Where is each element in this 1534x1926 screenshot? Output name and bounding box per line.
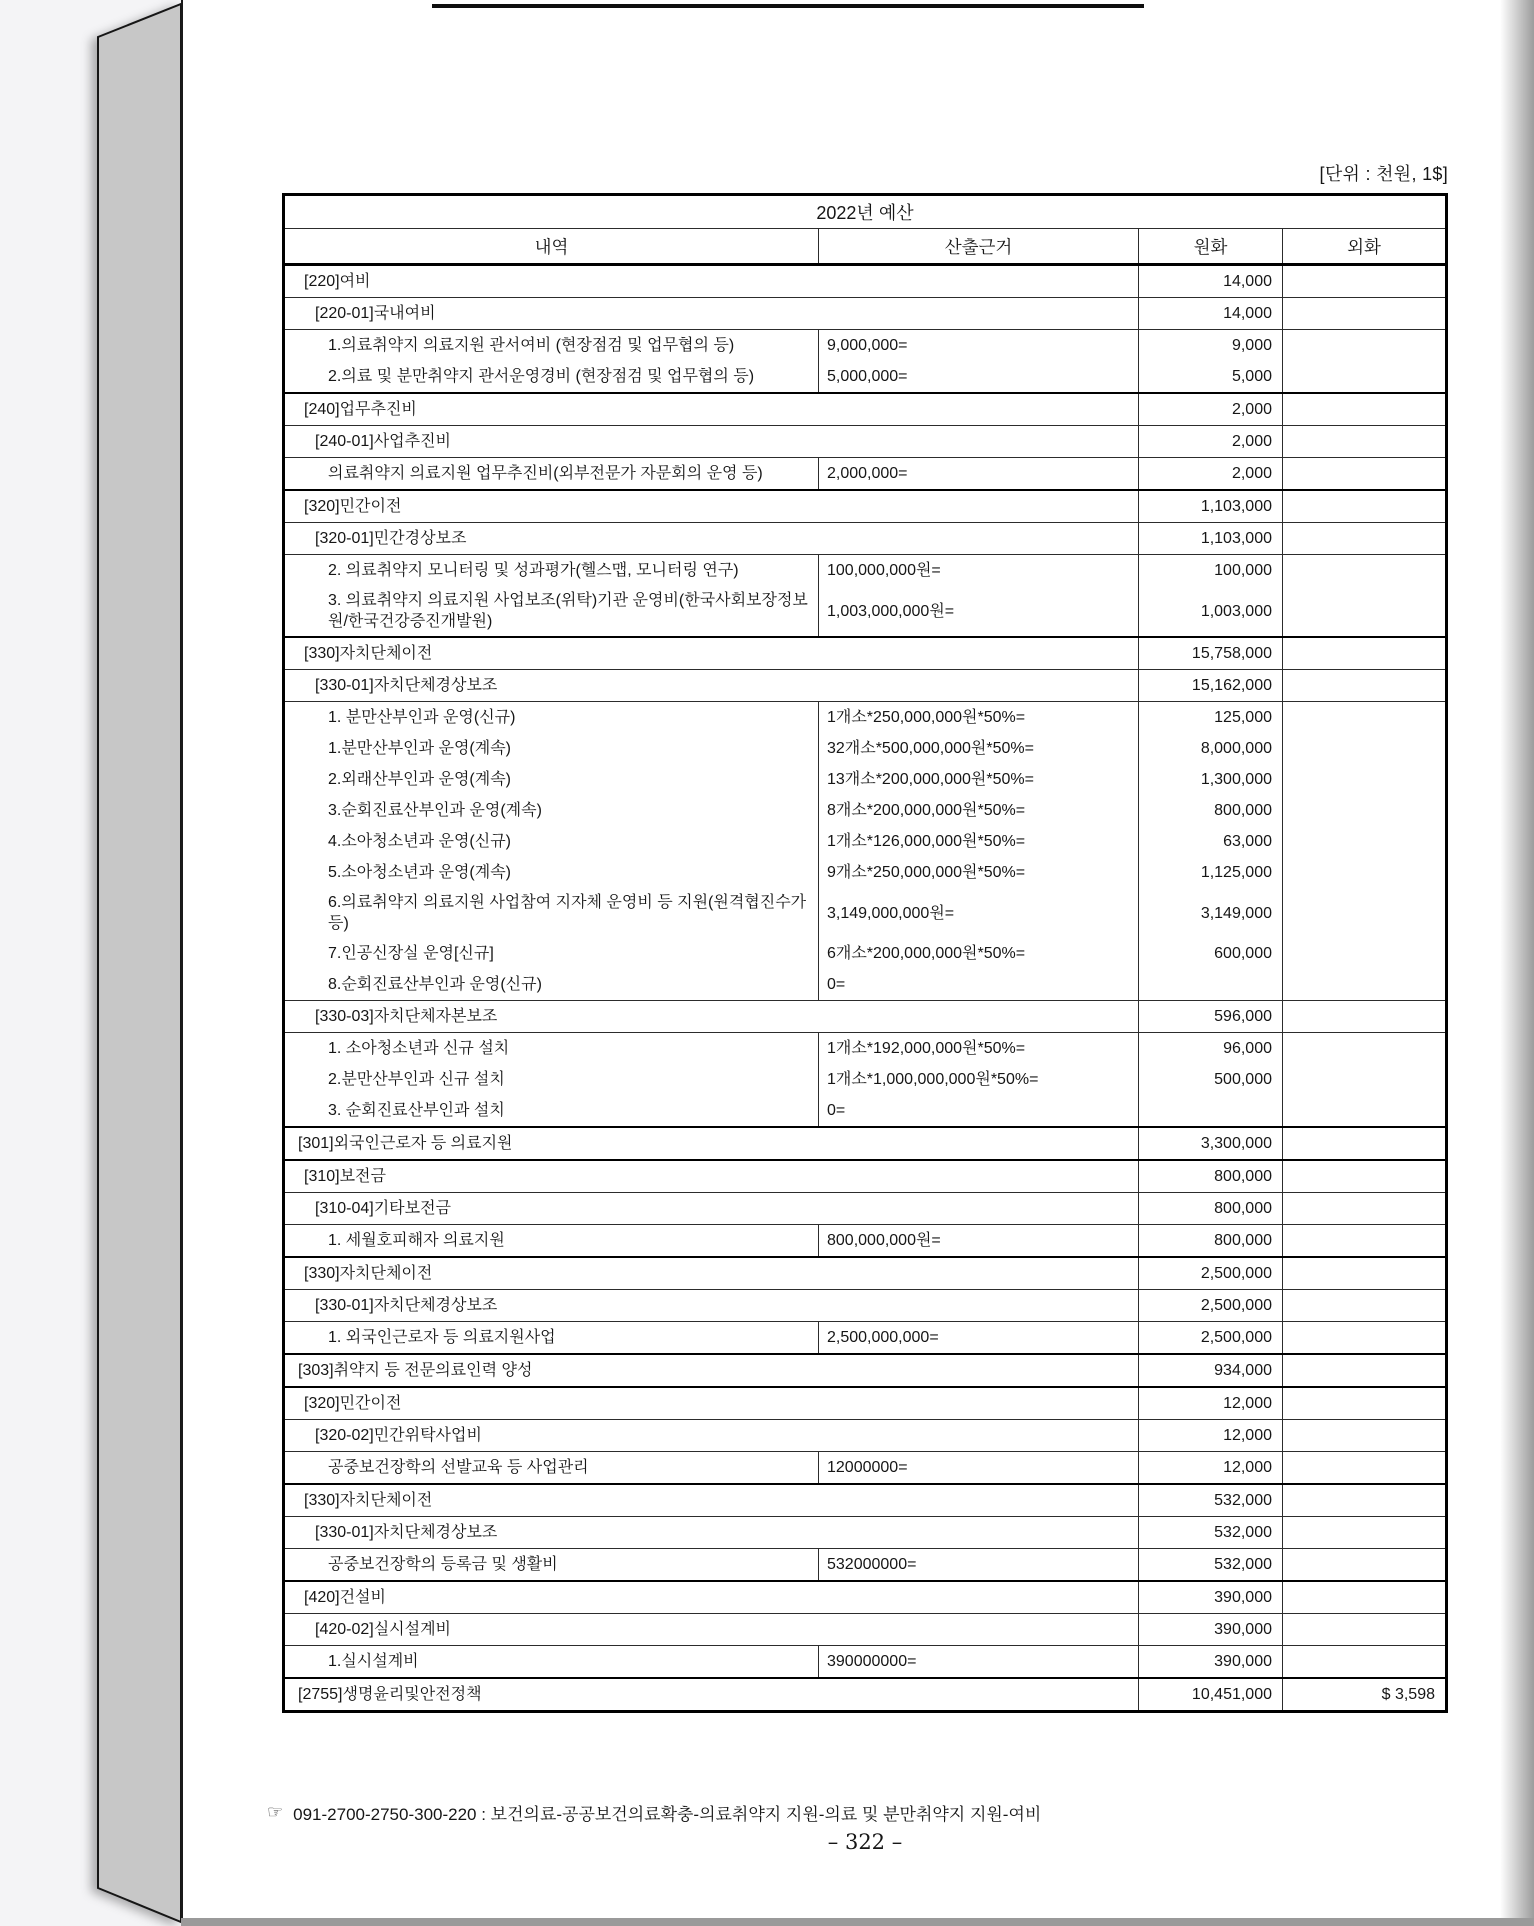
footnote-text: 091-2700-2750-300-220 : 보건의료-공공보건의료확충-의료취약지 지원-의료 및 분만취약지 지원-여비 bbox=[293, 1805, 1042, 1824]
row-won-amount: 15,758,000 bbox=[1138, 638, 1282, 669]
item-label: 공중보건장학의 등록금 및 생활비 bbox=[328, 1556, 558, 1573]
row-fx-amount bbox=[1282, 1420, 1445, 1451]
row-won-amount: 390,000 bbox=[1138, 1614, 1282, 1645]
row-fx-amount bbox=[1282, 1258, 1445, 1289]
document-page bbox=[181, 0, 1534, 1922]
column-header: 원화 bbox=[1138, 229, 1282, 263]
summary-row bbox=[285, 425, 1445, 457]
item-calc: 12000000= bbox=[818, 1452, 1138, 1483]
item-won-amount: 8,000,000 bbox=[1138, 733, 1282, 764]
row-fx-amount bbox=[1282, 491, 1445, 522]
item-fx-amount bbox=[1282, 1549, 1445, 1580]
row-fx-amount bbox=[1282, 394, 1445, 425]
item-won-amount: 800,000 bbox=[1138, 795, 1282, 826]
item-label: 2. 의료취약지 모니터링 및 성과평가(헬스맵, 모니터링 연구) bbox=[328, 562, 739, 579]
row-won-amount: 3,300,000 bbox=[1138, 1128, 1282, 1159]
item-calc: 8개소*200,000,000원*50%= bbox=[818, 795, 1138, 826]
item-won-amount: 1,125,000 bbox=[1138, 857, 1282, 888]
row-fx-amount bbox=[1282, 670, 1445, 701]
summary-row bbox=[285, 1159, 1445, 1192]
item-label: 7.인공신장실 운영[신규] bbox=[328, 945, 494, 962]
item-fx-amount bbox=[1282, 1095, 1445, 1126]
row-label: [420-02]실시설계비 bbox=[315, 1621, 451, 1638]
row-label: [330]자치단체이전 bbox=[304, 1492, 433, 1509]
row-label: [330]자치단체이전 bbox=[304, 645, 433, 662]
row-won-amount: 2,000 bbox=[1138, 426, 1282, 457]
detail-block bbox=[285, 1645, 1445, 1677]
item-calc: 1개소*192,000,000원*50%= bbox=[818, 1033, 1138, 1064]
row-won-amount: 15,162,000 bbox=[1138, 670, 1282, 701]
item-calc: 9,000,000= bbox=[818, 330, 1138, 361]
item-label: 8.순회진료산부인과 운영(신규) bbox=[328, 976, 542, 993]
item-label: 1.실시설계비 bbox=[328, 1653, 419, 1670]
item-fx-amount bbox=[1282, 458, 1445, 489]
item-calc: 800,000,000원= bbox=[818, 1225, 1138, 1256]
item-won-amount bbox=[1138, 969, 1282, 1000]
row-won-amount: 2,000 bbox=[1138, 394, 1282, 425]
item-fx-amount bbox=[1282, 857, 1445, 888]
summary-row bbox=[285, 1000, 1445, 1032]
item-won-amount: 1,003,000 bbox=[1138, 586, 1282, 636]
row-fx-amount bbox=[1282, 1161, 1445, 1192]
row-label: [420]건설비 bbox=[304, 1589, 386, 1606]
row-won-amount: 12,000 bbox=[1138, 1388, 1282, 1419]
row-won-amount: 12,000 bbox=[1138, 1420, 1282, 1451]
detail-block bbox=[285, 554, 1445, 636]
summary-row bbox=[285, 1419, 1445, 1451]
item-won-amount: 390,000 bbox=[1138, 1646, 1282, 1677]
summary-row bbox=[285, 392, 1445, 425]
row-label: [320-02]민간위탁사업비 bbox=[315, 1427, 482, 1444]
item-calc: 9개소*250,000,000원*50%= bbox=[818, 857, 1138, 888]
row-fx-amount bbox=[1282, 1614, 1445, 1645]
item-label: 5.소아청소년과 운영(계속) bbox=[328, 864, 512, 881]
row-won-amount: 934,000 bbox=[1138, 1355, 1282, 1386]
detail-block bbox=[285, 1224, 1445, 1256]
row-label: [310]보전금 bbox=[304, 1168, 386, 1185]
item-calc: 1개소*1,000,000,000원*50%= bbox=[818, 1064, 1138, 1095]
item-calc: 3,149,000,000원= bbox=[818, 888, 1138, 938]
item-label: 1.분만산부인과 운영(계속) bbox=[328, 740, 512, 757]
item-won-amount: 96,000 bbox=[1138, 1033, 1282, 1064]
row-fx-amount bbox=[1282, 638, 1445, 669]
item-won-amount: 500,000 bbox=[1138, 1064, 1282, 1095]
summary-row bbox=[285, 669, 1445, 701]
row-won-amount: 14,000 bbox=[1138, 266, 1282, 297]
item-won-amount: 9,000 bbox=[1138, 330, 1282, 361]
summary-row bbox=[285, 1386, 1445, 1419]
row-label: [330-03]자치단체자본보조 bbox=[315, 1008, 498, 1025]
item-calc: 32개소*500,000,000원*50%= bbox=[818, 733, 1138, 764]
summary-row bbox=[285, 1483, 1445, 1516]
item-won-amount: 532,000 bbox=[1138, 1549, 1282, 1580]
item-label: 1. 세월호피해자 의료지원 bbox=[328, 1232, 505, 1249]
item-fx-amount bbox=[1282, 1225, 1445, 1256]
item-calc: 100,000,000원= bbox=[818, 555, 1138, 586]
item-label: 3. 순회진료산부인과 설치 bbox=[328, 1102, 505, 1119]
item-label: 1. 분만산부인과 운영(신규) bbox=[328, 709, 516, 726]
item-calc: 390000000= bbox=[818, 1646, 1138, 1677]
item-calc: 2,000,000= bbox=[818, 458, 1138, 489]
summary-row bbox=[285, 489, 1445, 522]
item-fx-amount bbox=[1282, 1033, 1445, 1064]
row-fx-amount bbox=[1282, 1517, 1445, 1548]
row-label: [320]민간이전 bbox=[304, 498, 402, 515]
item-won-amount: 5,000 bbox=[1138, 361, 1282, 392]
item-label: 3. 의료취약지 의료지원 사업보조(위탁)기관 운영비(한국사회보장정보원/한국건강증진개발원) bbox=[328, 592, 808, 630]
item-won-amount: 63,000 bbox=[1138, 826, 1282, 857]
row-fx-amount bbox=[1282, 1582, 1445, 1613]
item-label: 2.의료 및 분만취약지 관서운영경비 (현장점검 및 업무협의 등) bbox=[328, 368, 755, 385]
item-fx-amount bbox=[1282, 795, 1445, 826]
row-label: [240-01]사업추진비 bbox=[315, 433, 451, 450]
item-calc: 13개소*200,000,000원*50%= bbox=[818, 764, 1138, 795]
row-won-amount: 2,500,000 bbox=[1138, 1290, 1282, 1321]
item-label: 공중보건장학의 선발교육 등 사업관리 bbox=[328, 1459, 589, 1476]
item-won-amount: 12,000 bbox=[1138, 1452, 1282, 1483]
item-fx-amount bbox=[1282, 1452, 1445, 1483]
detail-block bbox=[285, 1548, 1445, 1580]
item-calc: 6개소*200,000,000원*50%= bbox=[818, 938, 1138, 969]
item-fx-amount bbox=[1282, 764, 1445, 795]
item-calc: 532000000= bbox=[818, 1549, 1138, 1580]
row-won-amount: 800,000 bbox=[1138, 1193, 1282, 1224]
row-label: [330-01]자치단체경상보조 bbox=[315, 1297, 498, 1314]
row-label: [330]자치단체이전 bbox=[304, 1265, 433, 1282]
summary-row bbox=[285, 1516, 1445, 1548]
column-header: 외화 bbox=[1282, 229, 1445, 263]
summary-row bbox=[285, 522, 1445, 554]
item-fx-amount bbox=[1282, 1322, 1445, 1353]
item-won-amount: 2,500,000 bbox=[1138, 1322, 1282, 1353]
row-won-amount: 390,000 bbox=[1138, 1582, 1282, 1613]
row-won-amount: 10,451,000 bbox=[1138, 1679, 1282, 1710]
item-won-amount: 125,000 bbox=[1138, 702, 1282, 733]
row-label: [240]업무추진비 bbox=[304, 401, 417, 418]
page-number: – 322 – bbox=[827, 1830, 903, 1854]
row-label: [2755]생명윤리및안전정책 bbox=[298, 1686, 482, 1703]
detail-block bbox=[285, 457, 1445, 489]
item-won-amount: 2,000 bbox=[1138, 458, 1282, 489]
summary-row bbox=[285, 297, 1445, 329]
item-fx-amount bbox=[1282, 733, 1445, 764]
row-fx-amount bbox=[1282, 266, 1445, 297]
row-fx-amount bbox=[1282, 1193, 1445, 1224]
detail-block bbox=[285, 701, 1445, 1000]
item-fx-amount bbox=[1282, 888, 1445, 938]
row-label: [320]민간이전 bbox=[304, 1395, 402, 1412]
item-calc: 0= bbox=[818, 969, 1138, 1000]
item-label: 2.분만산부인과 신규 설치 bbox=[328, 1071, 505, 1088]
summary-row bbox=[285, 1289, 1445, 1321]
item-fx-amount bbox=[1282, 702, 1445, 733]
row-won-amount: 532,000 bbox=[1138, 1517, 1282, 1548]
row-won-amount: 1,103,000 bbox=[1138, 523, 1282, 554]
detail-block bbox=[285, 1032, 1445, 1126]
row-fx-amount bbox=[1282, 1388, 1445, 1419]
summary-row bbox=[285, 1580, 1445, 1613]
table-title: 2022년 예산 bbox=[285, 196, 1445, 229]
item-calc: 5,000,000= bbox=[818, 361, 1138, 392]
row-won-amount: 2,500,000 bbox=[1138, 1258, 1282, 1289]
row-won-amount: 1,103,000 bbox=[1138, 491, 1282, 522]
row-won-amount: 532,000 bbox=[1138, 1485, 1282, 1516]
table-body bbox=[285, 266, 1445, 1710]
column-header: 산출근거 bbox=[818, 229, 1138, 263]
row-fx-amount bbox=[1282, 1128, 1445, 1159]
footnote bbox=[267, 1800, 1041, 1825]
item-won-amount: 100,000 bbox=[1138, 555, 1282, 586]
item-calc: 1개소*126,000,000원*50%= bbox=[818, 826, 1138, 857]
row-won-amount: 800,000 bbox=[1138, 1161, 1282, 1192]
item-label: 1.의료취약지 의료지원 관서여비 (현장점검 및 업무협의 등) bbox=[328, 337, 735, 354]
right-edge-shade bbox=[1500, 0, 1534, 1926]
row-won-amount: 14,000 bbox=[1138, 298, 1282, 329]
row-label: [330-01]자치단체경상보조 bbox=[315, 1524, 498, 1541]
item-label: 4.소아청소년과 운영(신규) bbox=[328, 833, 512, 850]
item-won-amount bbox=[1138, 1095, 1282, 1126]
budget-table bbox=[282, 193, 1448, 1713]
row-label: [220-01]국내여비 bbox=[315, 305, 436, 322]
item-label: 2.외래산부인과 운영(계속) bbox=[328, 771, 512, 788]
item-won-amount: 600,000 bbox=[1138, 938, 1282, 969]
row-fx-amount bbox=[1282, 1485, 1445, 1516]
item-fx-amount bbox=[1282, 938, 1445, 969]
summary-row bbox=[285, 1677, 1445, 1710]
row-fx-amount bbox=[1282, 523, 1445, 554]
detail-block bbox=[285, 1451, 1445, 1483]
summary-row bbox=[285, 1353, 1445, 1386]
row-label: [310-04]기타보전금 bbox=[315, 1200, 451, 1217]
item-fx-amount bbox=[1282, 361, 1445, 392]
item-calc: 1개소*250,000,000원*50%= bbox=[818, 702, 1138, 733]
item-label: 1. 외국인근로자 등 의료지원사업 bbox=[328, 1329, 556, 1346]
row-fx-amount bbox=[1282, 1001, 1445, 1032]
row-fx-amount bbox=[1282, 426, 1445, 457]
item-won-amount: 800,000 bbox=[1138, 1225, 1282, 1256]
item-fx-amount bbox=[1282, 1646, 1445, 1677]
summary-row bbox=[285, 636, 1445, 669]
row-label: [320-01]민간경상보조 bbox=[315, 530, 467, 547]
summary-row bbox=[285, 266, 1445, 297]
summary-row bbox=[285, 1256, 1445, 1289]
item-fx-amount bbox=[1282, 555, 1445, 586]
item-fx-amount bbox=[1282, 969, 1445, 1000]
detail-block bbox=[285, 329, 1445, 392]
summary-row bbox=[285, 1126, 1445, 1159]
row-fx-amount: $ 3,598 bbox=[1282, 1679, 1445, 1710]
row-fx-amount bbox=[1282, 1355, 1445, 1386]
summary-row bbox=[285, 1613, 1445, 1645]
item-fx-amount bbox=[1282, 826, 1445, 857]
item-won-amount: 1,300,000 bbox=[1138, 764, 1282, 795]
row-label: [303]취약지 등 전문의료인력 양성 bbox=[298, 1362, 533, 1379]
item-calc: 0= bbox=[818, 1095, 1138, 1126]
row-fx-amount bbox=[1282, 298, 1445, 329]
item-calc: 1,003,000,000원= bbox=[818, 586, 1138, 636]
row-won-amount: 596,000 bbox=[1138, 1001, 1282, 1032]
unit-label: [단위 : 천원, 1$] bbox=[1319, 164, 1448, 184]
table-header-row bbox=[285, 229, 1445, 266]
bottom-edge-shade bbox=[181, 1918, 1534, 1926]
item-won-amount: 3,149,000 bbox=[1138, 888, 1282, 938]
row-label: [220]여비 bbox=[304, 273, 371, 290]
item-label: 6.의료취약지 의료지원 사업참여 지자체 운영비 등 지원(원격협진수가 등) bbox=[328, 894, 807, 932]
item-fx-amount bbox=[1282, 586, 1445, 636]
item-label: 의료취약지 의료지원 업무추진비(외부전문가 자문회의 운영 등) bbox=[328, 465, 763, 482]
row-label: [301]외국인근로자 등 의료지원 bbox=[298, 1135, 513, 1152]
item-label: 3.순회진료산부인과 운영(계속) bbox=[328, 802, 542, 819]
row-label: [330-01]자치단체경상보조 bbox=[315, 677, 498, 694]
item-calc: 2,500,000,000= bbox=[818, 1322, 1138, 1353]
detail-block bbox=[285, 1321, 1445, 1353]
item-fx-amount bbox=[1282, 1064, 1445, 1095]
summary-row bbox=[285, 1192, 1445, 1224]
column-header: 내역 bbox=[534, 236, 569, 257]
item-fx-amount bbox=[1282, 330, 1445, 361]
item-label: 1. 소아청소년과 신규 설치 bbox=[328, 1040, 510, 1057]
row-fx-amount bbox=[1282, 1290, 1445, 1321]
top-edge-artifact bbox=[432, 4, 1144, 8]
pointing-hand-icon: ☞ bbox=[267, 1802, 284, 1822]
